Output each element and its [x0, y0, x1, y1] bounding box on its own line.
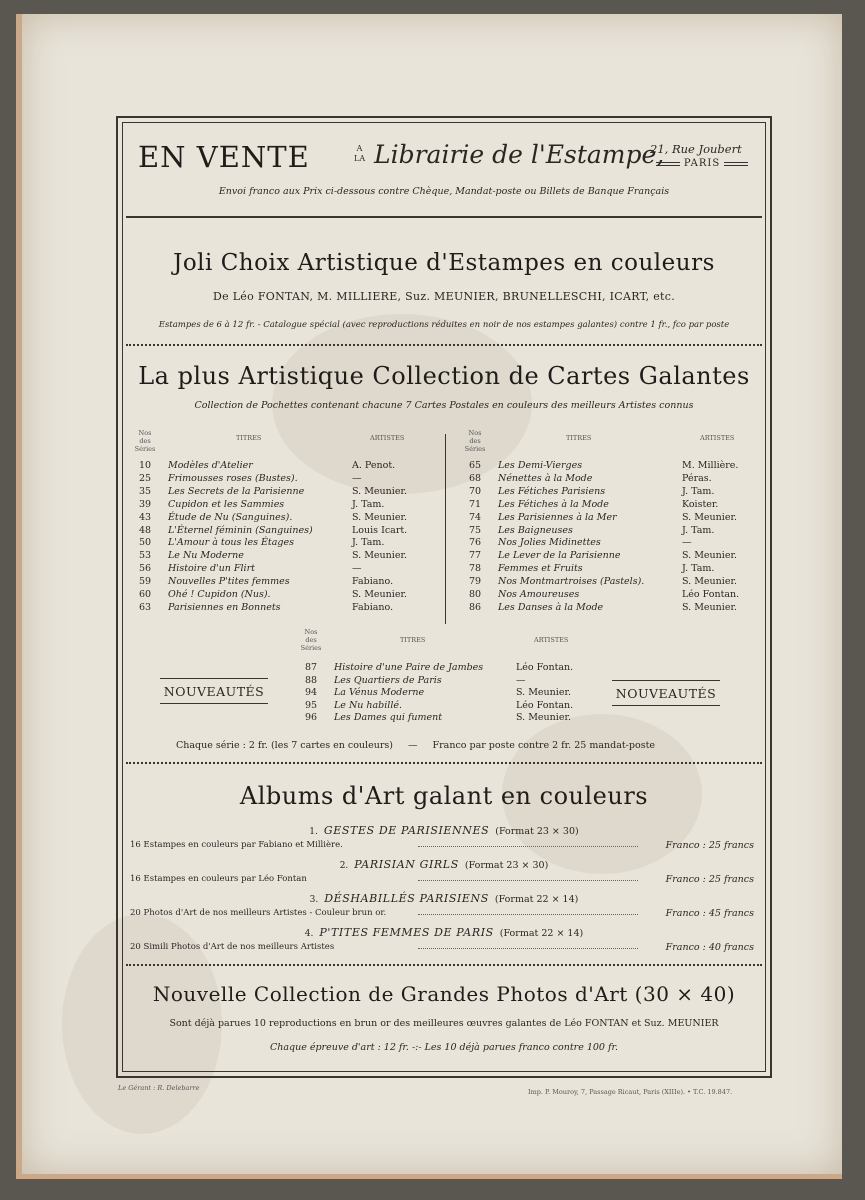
- album-description: 20 Photos d'Art de nos meilleurs Artistes - Couleur brun or.: [130, 908, 387, 918]
- album-description: 20 Simili Photos d'Art de nos meilleurs Artistes: [130, 942, 335, 952]
- album-name: PARISIAN GIRLS: [354, 858, 459, 871]
- album-number: 4.: [304, 929, 314, 939]
- series-title: Les Baigneuses: [498, 524, 573, 536]
- series-number: 10: [138, 460, 152, 471]
- series-title: L'Amour à tous les Étages: [168, 537, 294, 549]
- series-title: La Vénus Moderne: [334, 687, 425, 699]
- estampes-title: Joli Choix Artistique d'Estampes en couleurs: [173, 250, 715, 276]
- album-leader-dots: [418, 846, 638, 847]
- series-title: Cupidon et les Sammies: [168, 498, 285, 510]
- estampes-artists: De Léo FONTAN, M. MILLIERE, Suz. MEUNIER, BRUNELLESCHI, ICART, etc.: [212, 290, 676, 303]
- footer-imprimeur: Imp. P. Mouroy, 7, Passage Ricaut, Paris (XIIIe). • T.C. 19.847.: [528, 1088, 733, 1096]
- series-title: Nouvelles P'tites femmes: [168, 576, 290, 588]
- series-title: Le Nu habillé.: [334, 699, 403, 711]
- series-artist: Koister.: [682, 498, 719, 510]
- series-title: Nénettes à la Mode: [498, 472, 593, 484]
- album-description: 16 Estampes en couleurs par Léo Fontan: [130, 874, 307, 884]
- album-number: 2.: [339, 861, 349, 871]
- nouveautes-label-left: NOUVEAUTÉS: [160, 684, 268, 704]
- advertisement-frame: [116, 116, 772, 1078]
- album-format: (Format 22 × 14): [494, 894, 579, 905]
- series-number: 80: [468, 589, 482, 600]
- series-number: 70: [468, 485, 482, 497]
- series-number: 95: [304, 699, 318, 711]
- series-number: 87: [304, 662, 318, 673]
- series-artist: J. Tam.: [352, 498, 385, 510]
- divider: [126, 344, 762, 346]
- series-artist: J. Tam.: [682, 563, 715, 575]
- series-artist: J. Tam.: [682, 524, 715, 536]
- series-title: Les Secrets de la Parisienne: [168, 485, 305, 497]
- album-franco-price: Franco : 25 francs: [665, 840, 754, 851]
- series-number: 68: [468, 472, 482, 484]
- column-divider: [445, 434, 446, 624]
- series-artist: S. Meunier.: [352, 485, 407, 497]
- album-franco-price: Franco : 40 francs: [665, 942, 754, 953]
- album-format: (Format 22 × 14): [499, 928, 584, 939]
- col-header-titres: TITRES: [400, 636, 426, 644]
- series-artist: —: [682, 537, 692, 549]
- header-a-la: A LA: [354, 144, 366, 163]
- series-number: 75: [468, 524, 482, 536]
- series-number: 39: [138, 498, 152, 510]
- series-artist: S. Meunier.: [682, 511, 737, 523]
- album-name: DÉSHABILLÉS PARISIENS: [324, 892, 489, 905]
- series-number: 96: [304, 712, 318, 724]
- divider: [126, 216, 762, 218]
- series-number: 74: [468, 511, 482, 523]
- cartes-subtitle: Collection de Pochettes contenant chacune 7 Cartes Postales en couleurs des meilleurs Artistes connus: [194, 400, 694, 411]
- series-artist: S. Meunier.: [516, 712, 571, 724]
- album-leader-dots: [418, 948, 638, 949]
- series-artist: J. Tam.: [682, 485, 715, 497]
- series-title: Histoire d'une Paire de Jambes: [334, 662, 484, 673]
- series-artist: Péras.: [682, 472, 712, 484]
- series-title: Nos Montmartroises (Pastels).: [498, 576, 645, 588]
- series-artist: S. Meunier.: [352, 589, 407, 600]
- series-artist: Léo Fontan.: [516, 699, 574, 711]
- series-artist: S. Meunier.: [682, 601, 737, 613]
- nouveautes-label-right: NOUVEAUTÉS: [612, 686, 720, 706]
- series-title: Les Fétiches à la Mode: [498, 498, 609, 510]
- series-artist: Léo Fontan.: [516, 662, 574, 673]
- series-number: 94: [304, 687, 318, 699]
- series-number: 53: [138, 550, 152, 562]
- cartes-price: Chaque série : 2 fr. (les 7 cartes en couleurs) — Franco par poste contre 2 fr. 25 mandat-poste: [176, 740, 656, 751]
- series-title: Le Nu Moderne: [168, 550, 244, 562]
- series-number: 78: [468, 563, 482, 575]
- series-title: Le Lever de la Parisienne: [498, 550, 621, 562]
- series-number: 77: [468, 550, 482, 562]
- series-number: 65: [468, 460, 482, 471]
- series-number: 60: [138, 589, 152, 600]
- col-header-artistes: ARTISTES: [700, 434, 735, 442]
- album-leader-dots: [418, 880, 638, 881]
- col-header-artistes: ARTISTES: [370, 434, 405, 442]
- series-number: 50: [138, 537, 152, 549]
- series-artist: M. Millière.: [682, 460, 739, 471]
- photos-title: Nouvelle Collection de Grandes Photos d'Art (30 × 40): [152, 982, 736, 1006]
- col-header-no: Nos des Séries: [134, 429, 156, 453]
- series-title: Les Demi-Vierges: [498, 460, 583, 471]
- album-franco-price: Franco : 25 francs: [665, 874, 754, 885]
- footer-gerant: Le Gérant : R. Delebarre: [118, 1084, 200, 1092]
- series-number: 56: [138, 563, 152, 575]
- series-title: Étude de Nu (Sanguines).: [168, 511, 293, 523]
- series-title: Modèles d'Atelier: [168, 460, 253, 471]
- album-heading: [118, 926, 770, 939]
- album-heading: [118, 858, 770, 871]
- series-number: 43: [138, 511, 152, 523]
- series-number: 59: [138, 576, 152, 588]
- series-artist: —: [352, 472, 362, 484]
- series-number: 25: [138, 472, 152, 484]
- series-title: Parisiennes en Bonnets: [168, 601, 281, 613]
- album-heading: [118, 892, 770, 905]
- photos-line1: Sont déjà parues 10 reproductions en brun or des meilleures œuvres galantes de Léo FONTAN et Suz. MEUNIER: [169, 1018, 719, 1029]
- series-artist: Fabiano.: [352, 576, 394, 588]
- series-artist: —: [352, 563, 362, 575]
- series-number: 63: [138, 601, 152, 613]
- series-title: Frimousses roses (Bustes).: [168, 472, 298, 484]
- series-title: Nos Jolies Midinettes: [498, 537, 601, 549]
- divider: [126, 964, 762, 966]
- series-number: 79: [468, 576, 482, 588]
- series-title: Les Danses à la Mode: [498, 601, 604, 613]
- album-name: P'TITES FEMMES DE PARIS: [319, 926, 494, 939]
- col-header-no: Nos des Séries: [300, 628, 322, 652]
- series-artist: —: [516, 674, 526, 686]
- series-number: 86: [468, 601, 482, 613]
- album-franco-price: Franco : 45 francs: [665, 908, 754, 919]
- series-number: 88: [304, 674, 318, 686]
- album-leader-dots: [418, 914, 638, 915]
- series-artist: S. Meunier.: [516, 687, 571, 699]
- series-title: Ohé ! Cupidon (Nus).: [168, 589, 271, 600]
- series-number: 76: [468, 537, 482, 549]
- header-city: PARIS: [652, 158, 752, 169]
- col-header-no: Nos des Séries: [464, 429, 486, 453]
- series-title: Nos Amoureuses: [498, 589, 580, 600]
- series-title: Les Dames qui fument: [334, 712, 443, 724]
- series-number: 48: [138, 524, 152, 536]
- series-artist: Fabiano.: [352, 601, 394, 613]
- series-title: Les Fétiches Parisiens: [498, 485, 606, 497]
- album-number: 3.: [309, 895, 319, 905]
- cartes-title: La plus Artistique Collection de Cartes Galantes: [138, 362, 750, 390]
- series-artist: S. Meunier.: [682, 576, 737, 588]
- header-librairie: Librairie de l'Estampe,: [374, 140, 665, 169]
- divider: [126, 762, 762, 764]
- albums-title: Albums d'Art galant en couleurs: [239, 782, 649, 810]
- album-name: GESTES DE PARISIENNES: [323, 824, 490, 837]
- series-title: Les Quartiers de Paris: [334, 674, 442, 686]
- series-artist: Louis Icart.: [352, 524, 408, 536]
- series-title: L'Éternel féminin (Sanguines): [168, 524, 313, 536]
- series-title: Femmes et Fruits: [498, 563, 583, 575]
- album-description: 16 Estampes en couleurs par Fabiano et Millière.: [130, 840, 343, 850]
- album-number: 1.: [309, 827, 318, 837]
- col-header-titres: TITRES: [236, 434, 262, 442]
- series-artist: J. Tam.: [352, 537, 385, 549]
- series-artist: S. Meunier.: [352, 511, 407, 523]
- series-artist: S. Meunier.: [352, 550, 407, 562]
- photos-line2: Chaque épreuve d'art : 12 fr. -:- Les 10 déjà parues franco contre 100 fr.: [269, 1042, 619, 1053]
- series-artist: S. Meunier.: [682, 550, 737, 562]
- series-title: Histoire d'un Flirt: [168, 563, 255, 575]
- series-title: Les Parisiennes à la Mer: [498, 511, 617, 523]
- series-artist: Léo Fontan.: [682, 589, 740, 600]
- col-header-artistes: ARTISTES: [534, 636, 569, 644]
- album-format: (Format 23 × 30): [464, 860, 549, 871]
- album-heading: [118, 824, 770, 837]
- album-format: (Format 23 × 30): [495, 826, 579, 837]
- header-address: 21, Rue Joubert: [650, 142, 742, 156]
- header-envoi: Envoi franco aux Prix ci-dessous contre Chèque, Mandat-poste ou Billets de Banque Français: [218, 186, 670, 197]
- series-number: 71: [468, 498, 482, 510]
- col-header-titres: TITRES: [566, 434, 592, 442]
- header-en-vente: EN VENTE: [138, 140, 310, 174]
- series-artist: A. Penot.: [352, 460, 396, 471]
- estampes-note: Estampes de 6 à 12 fr. - Catalogue spécial (avec reproductions réduites en noir de nos estampes galantes) contre 1 fr., fco par poste: [158, 320, 730, 330]
- series-number: 35: [138, 485, 152, 497]
